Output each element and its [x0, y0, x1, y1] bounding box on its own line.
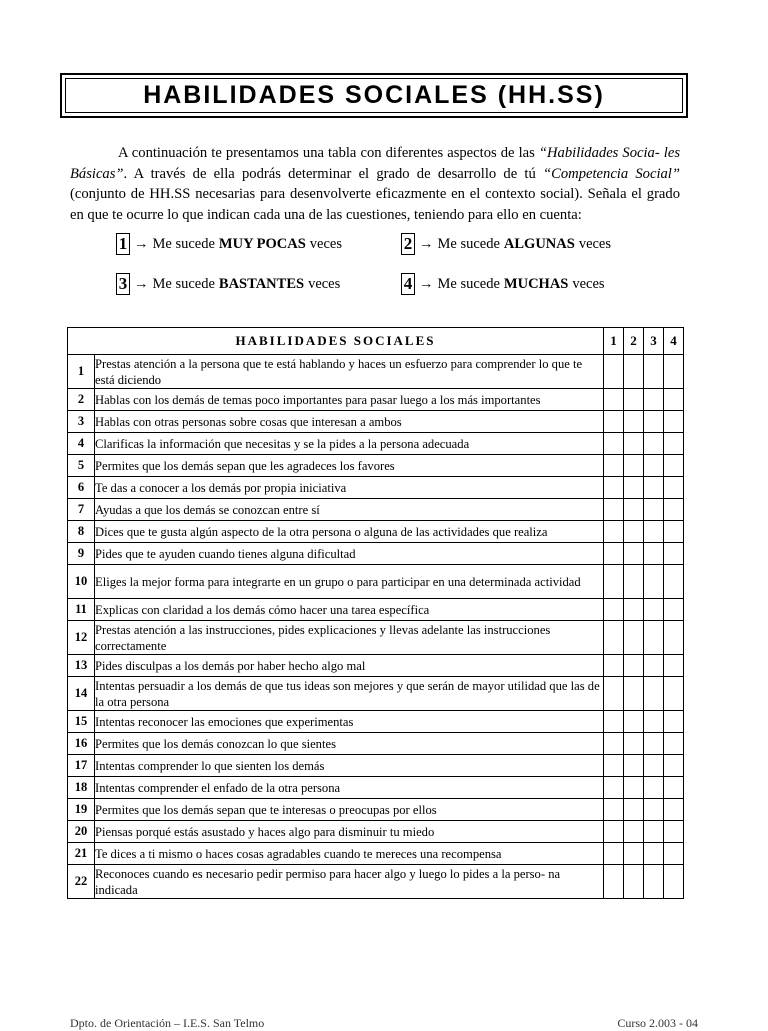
table-header-row — [68, 328, 684, 355]
row-text: Intentas comprender lo que sienten los demás — [95, 755, 604, 777]
table-row — [68, 821, 684, 843]
table-row — [68, 733, 684, 755]
rating-cell-2[interactable] — [624, 755, 644, 777]
rating-cell-3[interactable] — [644, 355, 664, 389]
rating-cell-1[interactable] — [604, 433, 624, 455]
row-text: Piensas porqué estás asustado y haces algo para disminuir tu miedo — [95, 821, 604, 843]
row-number: 3 — [68, 411, 95, 433]
rating-cell-2[interactable] — [624, 389, 644, 411]
legend-pre: Me sucede — [152, 275, 215, 292]
rating-cell-2[interactable] — [624, 799, 644, 821]
table-row — [68, 355, 684, 389]
legend-bold: MUY POCAS — [218, 235, 306, 252]
rating-cell-3[interactable] — [644, 433, 664, 455]
table-row — [68, 711, 684, 733]
rating-cell-4[interactable] — [664, 543, 684, 565]
rating-cell-4[interactable] — [664, 433, 684, 455]
rating-cell-4[interactable] — [664, 389, 684, 411]
intro-text-2: . A través de ella podrás determinar el grado de desarrollo de tú — [123, 165, 544, 182]
legend-bold: MUCHAS — [503, 275, 569, 292]
row-number: 5 — [68, 455, 95, 477]
rating-cell-2[interactable] — [624, 777, 644, 799]
rating-cell-3[interactable] — [644, 733, 664, 755]
rating-cell-3[interactable] — [644, 543, 664, 565]
rating-cell-2[interactable] — [624, 821, 644, 843]
table-header-title: HABILIDADES SOCIALES — [68, 328, 604, 355]
legend-item-3 — [116, 272, 340, 296]
row-number: 22 — [68, 865, 95, 899]
title-frame — [60, 73, 688, 118]
legend-post: veces — [309, 235, 342, 252]
rating-cell-3[interactable] — [644, 711, 664, 733]
rating-cell-4[interactable] — [664, 821, 684, 843]
rating-cell-3[interactable] — [644, 799, 664, 821]
rating-cell-2[interactable] — [624, 677, 644, 711]
legend-pre: Me sucede — [437, 235, 500, 252]
row-text: Pides disculpas a los demás por haber hecho algo mal — [95, 655, 604, 677]
rating-cell-2[interactable] — [624, 477, 644, 499]
row-text: Te dices a ti mismo o haces cosas agradables cuando te mereces una recompensa — [95, 843, 604, 865]
row-text: Prestas atención a la persona que te está hablando y haces un esfuerzo para comprender lo que te está diciendo — [95, 355, 604, 389]
footer-right: Curso 2.003 - 04 — [617, 1016, 698, 1030]
rating-cell-4[interactable] — [664, 411, 684, 433]
rating-cell-4[interactable] — [664, 355, 684, 389]
legend-number: 4 — [401, 273, 415, 295]
rating-cell-4[interactable] — [664, 655, 684, 677]
legend-item-4 — [401, 272, 605, 296]
legend-number: 2 — [401, 233, 415, 255]
rating-cell-1[interactable] — [604, 655, 624, 677]
table-row — [68, 655, 684, 677]
rating-cell-2[interactable] — [624, 599, 644, 621]
rating-cell-3[interactable] — [644, 655, 664, 677]
intro-text-1: A continuación te presentamos una tabla con diferentes aspectos de las — [118, 145, 539, 161]
rating-cell-1[interactable] — [604, 455, 624, 477]
col-header-4: 4 — [664, 328, 684, 355]
row-number: 16 — [68, 733, 95, 755]
rating-cell-4[interactable] — [664, 799, 684, 821]
rating-cell-2[interactable] — [624, 655, 644, 677]
skills-table — [67, 327, 684, 899]
rating-cell-1[interactable] — [604, 543, 624, 565]
table-row — [68, 599, 684, 621]
rating-cell-4[interactable] — [664, 777, 684, 799]
row-text: Permites que los demás conozcan lo que sientes — [95, 733, 604, 755]
rating-cell-1[interactable] — [604, 499, 624, 521]
legend-post: veces — [578, 235, 612, 252]
legend-item-1 — [116, 232, 342, 256]
rating-cell-4[interactable] — [664, 711, 684, 733]
row-number: 10 — [68, 565, 95, 599]
rating-cell-1[interactable] — [604, 477, 624, 499]
table-row — [68, 543, 684, 565]
intro-text-3: (conjunto de HH.SS necesarias para desenvolverte eficazmente en el contexto social). Señala el grado en que te ocurre lo que indican cada una de las cuestiones, teniendo para ello en cuenta: — [70, 186, 680, 223]
table-row — [68, 843, 684, 865]
table-row — [68, 477, 684, 499]
rating-cell-1[interactable] — [604, 843, 624, 865]
rating-cell-2[interactable] — [624, 433, 644, 455]
rating-cell-2[interactable] — [624, 733, 644, 755]
rating-cell-3[interactable] — [644, 599, 664, 621]
rating-cell-2[interactable] — [624, 543, 644, 565]
page-title: HABILIDADES SOCIALES (HH.SS) — [65, 78, 683, 113]
rating-cell-2[interactable] — [624, 621, 644, 655]
table-row — [68, 499, 684, 521]
rating-cell-3[interactable] — [644, 521, 664, 543]
rating-cell-4[interactable] — [664, 677, 684, 711]
table-row — [68, 565, 684, 599]
row-number: 6 — [68, 477, 95, 499]
rating-cell-2[interactable] — [624, 411, 644, 433]
table-row — [68, 865, 684, 899]
rating-cell-3[interactable] — [644, 843, 664, 865]
rating-cell-2[interactable] — [624, 865, 644, 899]
row-number: 21 — [68, 843, 95, 865]
row-number: 8 — [68, 521, 95, 543]
legend-item-2 — [401, 232, 611, 256]
rating-cell-2[interactable] — [624, 565, 644, 599]
row-number: 13 — [68, 655, 95, 677]
arrow-icon: → — [419, 235, 434, 252]
rating-cell-1[interactable] — [604, 777, 624, 799]
rating-cell-1[interactable] — [604, 599, 624, 621]
row-number: 11 — [68, 599, 95, 621]
footer-left: Dpto. de Orientación – I.E.S. San Telmo — [70, 1016, 265, 1030]
row-text: Reconoces cuando es necesario pedir permiso para hacer algo y luego lo pides a la perso- na indicada — [95, 865, 604, 899]
rating-cell-4[interactable] — [664, 477, 684, 499]
row-text: Permites que los demás sepan que les agradeces los favores — [95, 455, 604, 477]
rating-cell-4[interactable] — [664, 621, 684, 655]
legend-bold: BASTANTES — [218, 275, 305, 292]
table-row — [68, 799, 684, 821]
row-text: Ayudas a que los demás se conozcan entre sí — [95, 499, 604, 521]
rating-cell-2[interactable] — [624, 843, 644, 865]
rating-cell-3[interactable] — [644, 777, 664, 799]
row-text: Te das a conocer a los demás por propia iniciativa — [95, 477, 604, 499]
rating-cell-4[interactable] — [664, 565, 684, 599]
rating-cell-1[interactable] — [604, 521, 624, 543]
rating-cell-2[interactable] — [624, 455, 644, 477]
table-row — [68, 777, 684, 799]
rating-cell-4[interactable] — [664, 455, 684, 477]
rating-cell-1[interactable] — [604, 677, 624, 711]
arrow-icon: → — [134, 275, 149, 292]
rating-cell-3[interactable] — [644, 865, 664, 899]
table-row — [68, 521, 684, 543]
rating-cell-4[interactable] — [664, 499, 684, 521]
rating-cell-3[interactable] — [644, 389, 664, 411]
row-number: 18 — [68, 777, 95, 799]
arrow-icon: → — [419, 275, 434, 292]
arrow-icon: → — [134, 235, 149, 252]
rating-cell-2[interactable] — [624, 521, 644, 543]
row-text: Intentas persuadir a los demás de que tus ideas son mejores y que serán de mayor utilidad que las de la otra persona — [95, 677, 604, 711]
row-text: Intentas comprender el enfado de la otra persona — [95, 777, 604, 799]
row-number: 1 — [68, 355, 95, 389]
rating-cell-1[interactable] — [604, 821, 624, 843]
rating-cell-3[interactable] — [644, 499, 664, 521]
rating-cell-1[interactable] — [604, 733, 624, 755]
rating-cell-3[interactable] — [644, 755, 664, 777]
rating-cell-3[interactable] — [644, 677, 664, 711]
row-number: 15 — [68, 711, 95, 733]
row-text: Intentas reconocer las emociones que experimentas — [95, 711, 604, 733]
row-number: 2 — [68, 389, 95, 411]
rating-cell-1[interactable] — [604, 389, 624, 411]
rating-cell-1[interactable] — [604, 411, 624, 433]
legend-pre: Me sucede — [152, 235, 215, 252]
row-text: Permites que los demás sepan que te interesas o preocupas por ellos — [95, 799, 604, 821]
legend-number: 3 — [116, 273, 130, 295]
row-text: Pides que te ayuden cuando tienes alguna dificultad — [95, 543, 604, 565]
rating-cell-4[interactable] — [664, 755, 684, 777]
rating-cell-4[interactable] — [664, 599, 684, 621]
col-header-3: 3 — [644, 328, 664, 355]
row-number: 7 — [68, 499, 95, 521]
rating-cell-4[interactable] — [664, 865, 684, 899]
rating-cell-3[interactable] — [644, 621, 664, 655]
rating-cell-1[interactable] — [604, 355, 624, 389]
row-number: 12 — [68, 621, 95, 655]
row-number: 4 — [68, 433, 95, 455]
rating-cell-4[interactable] — [664, 521, 684, 543]
legend-post: veces — [572, 275, 605, 292]
intro-quote-1: “Habilidades Socia- les Básicas” — [70, 145, 680, 182]
row-text: Hablas con otras personas sobre cosas que interesan a ambos — [95, 411, 604, 433]
intro-quote-2: “Competencia Social” — [543, 165, 680, 182]
rating-cell-1[interactable] — [604, 565, 624, 599]
rating-cell-4[interactable] — [664, 733, 684, 755]
row-number: 9 — [68, 543, 95, 565]
legend-pre: Me sucede — [437, 275, 500, 292]
rating-cell-3[interactable] — [644, 565, 664, 599]
rating-cell-3[interactable] — [644, 455, 664, 477]
table-row — [68, 755, 684, 777]
row-number: 20 — [68, 821, 95, 843]
row-text: Eliges la mejor forma para integrarte en un grupo o para participar en una determinada actividad — [95, 565, 604, 599]
legend-post: veces — [308, 275, 341, 292]
row-text: Clarificas la información que necesitas y se la pides a la persona adecuada — [95, 433, 604, 455]
rating-cell-1[interactable] — [604, 711, 624, 733]
intro-paragraph — [70, 143, 680, 225]
table-row — [68, 455, 684, 477]
col-header-2: 2 — [624, 328, 644, 355]
legend-bold: ALGUNAS — [503, 235, 575, 252]
row-number: 17 — [68, 755, 95, 777]
table-row — [68, 621, 684, 655]
rating-cell-3[interactable] — [644, 477, 664, 499]
table-row — [68, 677, 684, 711]
rating-cell-3[interactable] — [644, 821, 664, 843]
rating-cell-1[interactable] — [604, 755, 624, 777]
row-text: Explicas con claridad a los demás cómo hacer una tarea específica — [95, 599, 604, 621]
rating-cell-2[interactable] — [624, 499, 644, 521]
rating-cell-1[interactable] — [604, 865, 624, 899]
rating-cell-2[interactable] — [624, 355, 644, 389]
table-row — [68, 411, 684, 433]
rating-cell-4[interactable] — [664, 843, 684, 865]
row-text: Hablas con los demás de temas poco importantes para pasar luego a los más importantes — [95, 389, 604, 411]
row-text: Prestas atención a las instrucciones, pides explicaciones y llevas adelante las instrucciones correctamente — [95, 621, 604, 655]
rating-cell-3[interactable] — [644, 411, 664, 433]
legend-number: 1 — [116, 233, 130, 255]
rating-cell-1[interactable] — [604, 799, 624, 821]
row-number: 14 — [68, 677, 95, 711]
row-text: Dices que te gusta algún aspecto de la otra persona o alguna de las actividades que realiza — [95, 521, 604, 543]
col-header-1: 1 — [604, 328, 624, 355]
table-row — [68, 389, 684, 411]
row-number: 19 — [68, 799, 95, 821]
rating-cell-1[interactable] — [604, 621, 624, 655]
rating-cell-2[interactable] — [624, 711, 644, 733]
table-row — [68, 433, 684, 455]
